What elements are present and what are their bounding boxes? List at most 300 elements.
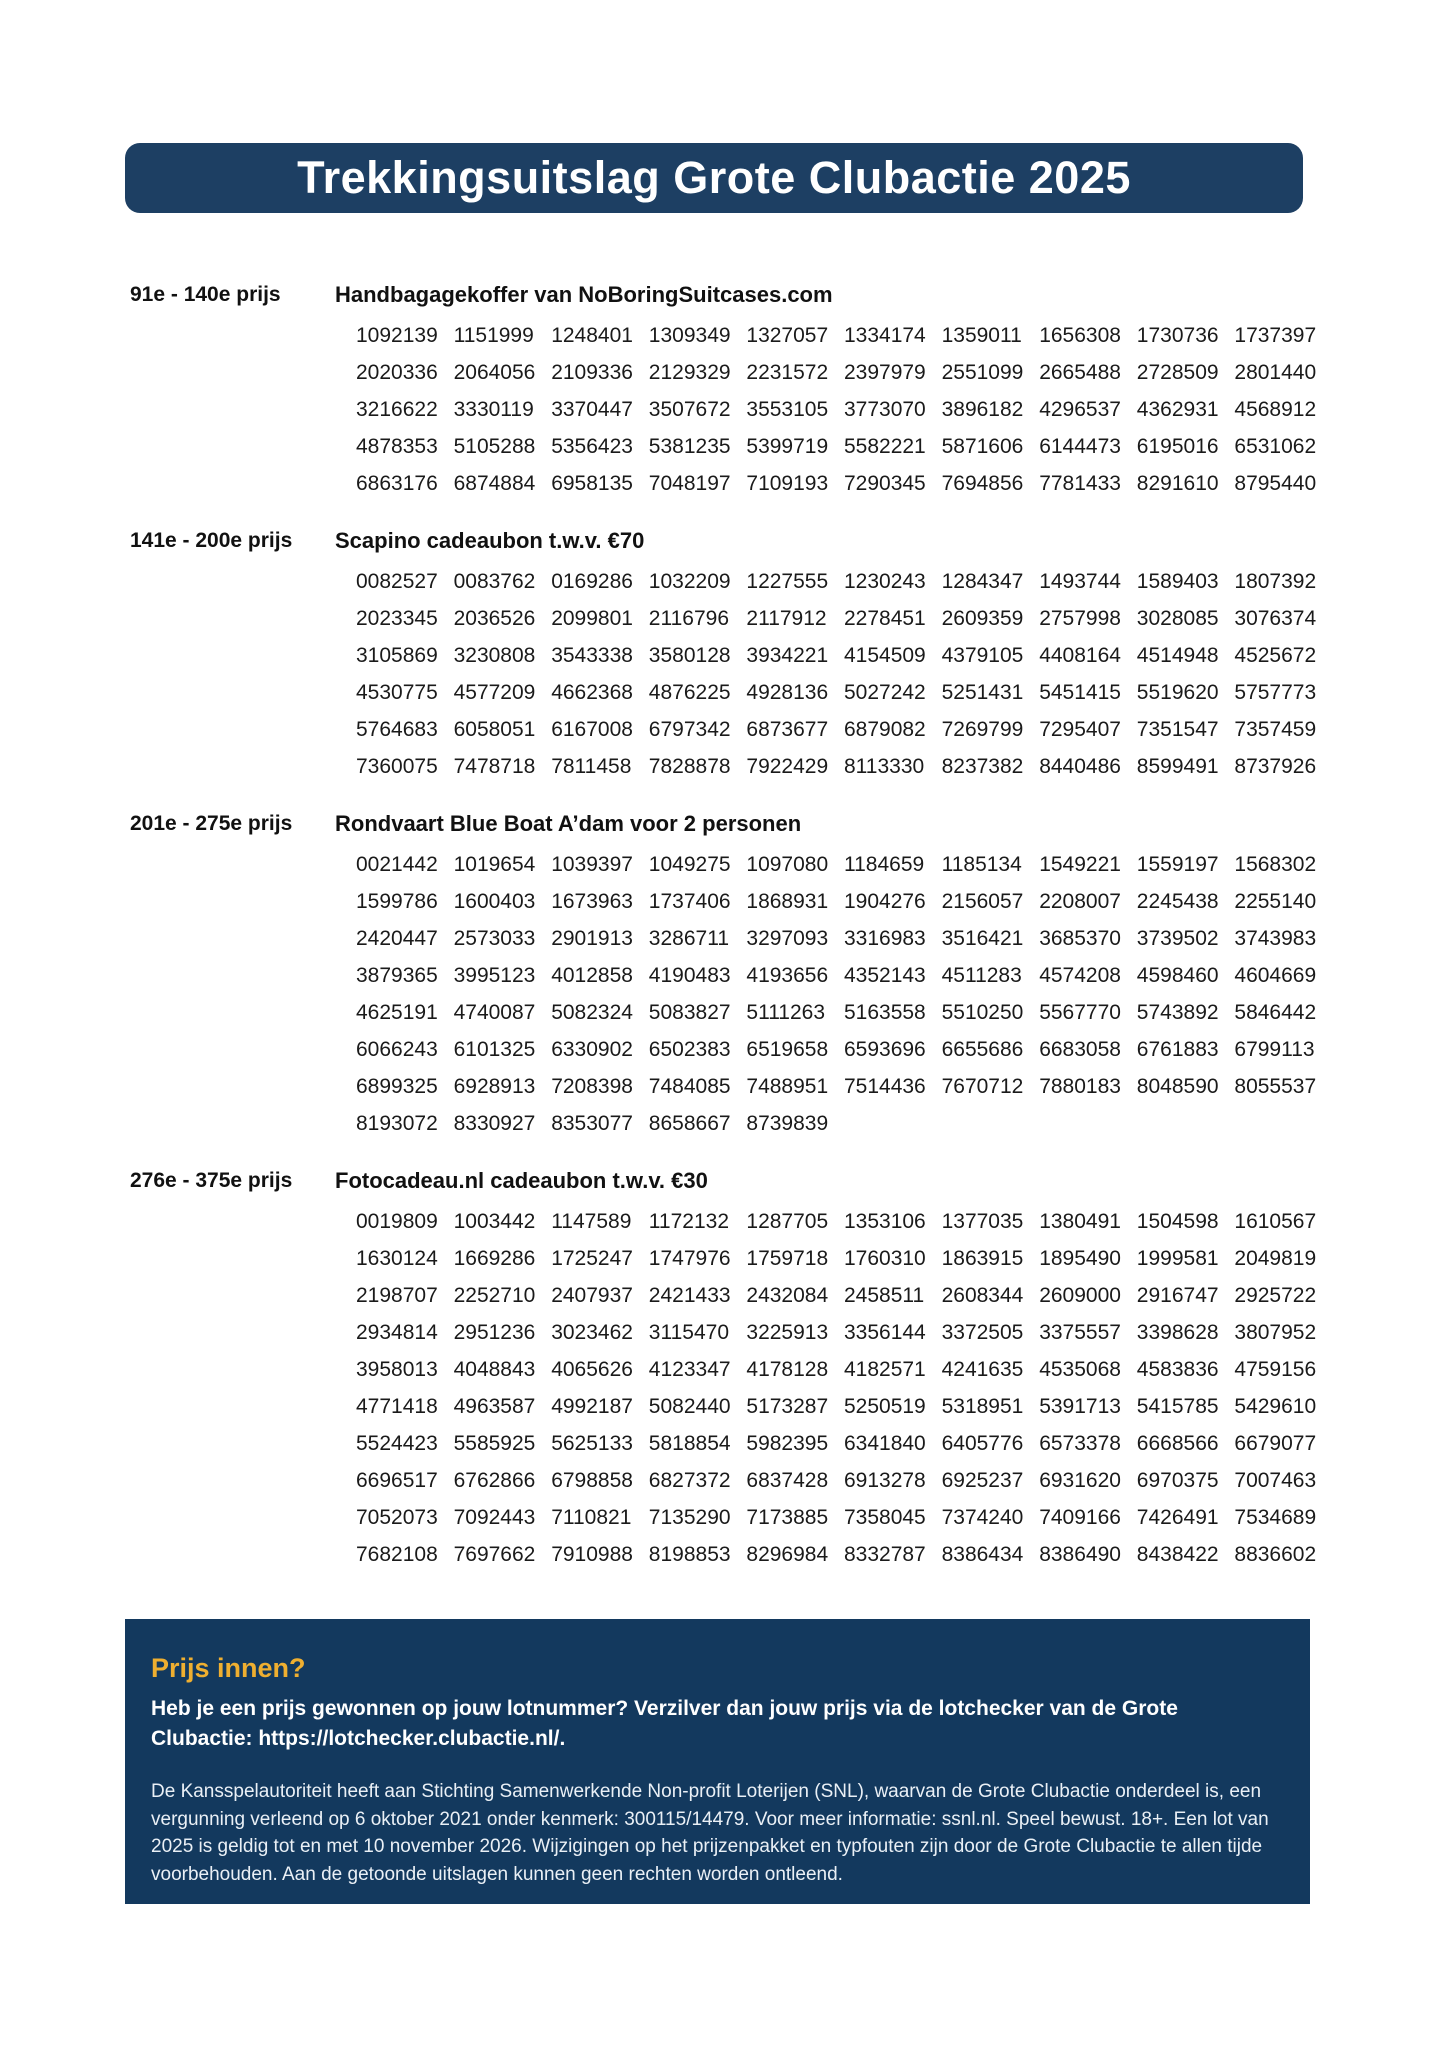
ticket-number: 3896182 [941,398,1024,421]
ticket-number: 1097080 [746,853,829,876]
prize-section [130,811,1340,1142]
ticket-number: 4928136 [746,681,829,704]
ticket-number: 4362931 [1136,398,1219,421]
ticket-number: 1589403 [1136,570,1219,593]
ticket-number: 5846442 [1234,1001,1317,1024]
ticket-number: 1504598 [1136,1210,1219,1233]
ticket-number: 1049275 [648,853,731,876]
ticket-number: 1673963 [551,890,633,913]
ticket-number: 1737397 [1234,324,1317,347]
ticket-number: 7682108 [356,1543,438,1566]
ticket-number: 5027242 [843,681,926,704]
ticket-number: 3105869 [356,644,438,667]
page-title: Trekkingsuitslag Grote Clubactie 2025 [297,152,1131,203]
ticket-number: 6827372 [648,1469,731,1492]
ticket-number: 8386434 [941,1543,1024,1566]
ticket-number: 3398628 [1136,1321,1219,1344]
prize-range-label: 141e - 200e prijs [130,529,293,552]
ticket-number: 8193072 [356,1112,438,1135]
ticket-number: 3356144 [843,1321,926,1344]
ticket-number: 2420447 [356,927,438,950]
ticket-number: 3958013 [356,1358,438,1381]
ticket-number: 6931620 [1039,1469,1121,1492]
ticket-number: 1669286 [453,1247,536,1270]
prize-range-label: 91e - 140e prijs [130,283,281,306]
claim-prize-title: Prijs innen? [151,1653,306,1683]
ticket-number: 2023345 [356,607,438,630]
ticket-number: 6696517 [356,1469,438,1492]
ticket-number: 8198853 [648,1543,731,1566]
ticket-number: 2252710 [453,1284,536,1307]
ticket-number: 6573378 [1039,1432,1121,1455]
ticket-number: 1599786 [356,890,438,913]
ticket-number: 2551099 [941,361,1024,384]
ticket-number: 0082527 [356,570,438,593]
ticket-number: 2109336 [551,361,633,384]
prize-section [130,528,1340,785]
ticket-number: 7374240 [941,1506,1024,1529]
ticket-number: 5082440 [648,1395,731,1418]
ticket-number: 8737926 [1234,755,1317,778]
ticket-number: 5524423 [356,1432,438,1455]
claim-prize-panel [125,1619,1310,1904]
ticket-number: 1003442 [453,1210,536,1233]
ticket-number: 4190483 [648,964,731,987]
ticket-number: 3115470 [648,1321,729,1344]
ticket-numbers-grid [356,1203,1332,1573]
ticket-number: 1656308 [1039,324,1121,347]
claim-prize-lead-text: Heb je een prijs gewonnen op jouw lotnummer? Verzilver dan jouw prijs via de lotchecker van de Grote Clubactie: [151,1697,1178,1750]
ticket-number: 3543338 [551,644,633,667]
ticket-number: 1287705 [746,1210,829,1233]
ticket-number: 7697662 [453,1543,536,1566]
ticket-number: 8048590 [1136,1075,1219,1098]
ticket-number: 3553105 [746,398,829,421]
ticket-number: 2020336 [356,361,438,384]
ticket-number: 8353077 [551,1112,633,1135]
ticket-number: 6762866 [453,1469,536,1492]
prize-range-label: 201e - 275e prijs [130,812,293,835]
ticket-number: 3934221 [746,644,829,667]
ticket-number: 8438422 [1136,1543,1219,1566]
ticket-number: 8440486 [1039,755,1121,778]
ticket-number: 7295407 [1039,718,1121,741]
ticket-number: 5764683 [356,718,438,741]
ticket-number: 1725247 [551,1247,633,1270]
ticket-number: 4182571 [843,1358,926,1381]
ticket-number: 1868931 [746,890,829,913]
ticket-number: 6101325 [453,1038,536,1061]
ticket-number: 5743892 [1136,1001,1219,1024]
ticket-number: 4123347 [648,1358,731,1381]
ticket-number: 6655686 [941,1038,1024,1061]
ticket-number: 6863176 [356,472,438,495]
ticket-number: 2231572 [746,361,829,384]
ticket-number: 3230808 [453,644,536,667]
ticket-number: 5585925 [453,1432,536,1455]
ticket-number: 2117912 [746,607,827,630]
ticket-number: 5510250 [941,1001,1024,1024]
ticket-number: 6144473 [1039,435,1121,458]
ticket-number: 3297093 [746,927,829,950]
prize-range-label: 276e - 375e prijs [130,1169,293,1192]
ticket-number: 3739502 [1136,927,1219,950]
ticket-number: 2397979 [843,361,926,384]
ticket-number: 3216622 [356,398,438,421]
ticket-number: 6683058 [1039,1038,1121,1061]
ticket-number: 4065626 [551,1358,633,1381]
ticket-number: 5567770 [1039,1001,1121,1024]
ticket-number: 1377035 [941,1210,1024,1233]
ticket-number: 7052073 [356,1506,438,1529]
ticket-number: 7922429 [746,755,829,778]
ticket-number: 2064056 [453,361,536,384]
ticket-number: 4598460 [1136,964,1219,987]
ticket-number: 3995123 [453,964,536,987]
ticket-number: 7269799 [941,718,1024,741]
prize-section-content [335,1168,1340,1573]
ticket-number: 1807392 [1234,570,1317,593]
ticket-number: 6066243 [356,1038,438,1061]
ticket-number: 3516421 [941,927,1024,950]
ticket-number: 2278451 [843,607,926,630]
ticket-number: 7484085 [648,1075,731,1098]
ticket-number: 7135290 [648,1506,731,1529]
ticket-number: 3807952 [1234,1321,1317,1344]
ticket-number: 6679077 [1234,1432,1317,1455]
ticket-number: 3879365 [356,964,438,987]
ticket-number: 1630124 [356,1247,438,1270]
ticket-number: 6761883 [1136,1038,1219,1061]
ticket-number: 5757773 [1234,681,1317,704]
ticket-number: 7488951 [746,1075,829,1098]
ticket-number: 6899325 [356,1075,438,1098]
ticket-number: 5318951 [941,1395,1024,1418]
claim-prize-lead-period: . [559,1727,566,1750]
ticket-number: 2573033 [453,927,536,950]
ticket-number: 4771418 [356,1395,438,1418]
ticket-number: 7109193 [746,472,829,495]
claim-prize-lead [151,1694,1236,1754]
ticket-number: 4514948 [1136,644,1219,667]
ticket-number: 1610567 [1234,1210,1317,1233]
prize-section-content [335,282,1340,502]
title-banner [125,143,1303,213]
ticket-number: 1999581 [1136,1247,1219,1270]
ticket-number: 1284347 [941,570,1024,593]
ticket-number: 7357459 [1234,718,1317,741]
ticket-number: 3685370 [1039,927,1121,950]
legal-disclaimer-text: De Kansspelautoriteit heeft aan Stichting Samenwerkende Non-profit Loterijen (SNL), waarvan de Grote Clubactie onderdeel is, een vergunning verleend op 6 oktober 2021 onder kenmerk: 300115/14479. Voor meer informatie: ssnl.nl. Speel bewust. 18+. Een lot van 2025 is geldig tot en met 10 november 2026. Wijzigingen op het prijzenpakket en typfouten zijn door de Grote Clubactie te allen tijde voorbehouden. Aan de getoonde uitslagen kunnen geen rechten worden ontleend. [151,1781,1269,1885]
ticket-number: 8237382 [941,755,1024,778]
ticket-number: 4379105 [941,644,1024,667]
ticket-number: 7208398 [551,1075,633,1098]
ticket-number: 5083827 [648,1001,731,1024]
ticket-number: 1353106 [843,1210,926,1233]
ticket-number: 1092139 [356,324,438,347]
ticket-number: 1568302 [1234,853,1317,876]
ticket-number: 4012858 [551,964,633,987]
ticket-number: 5251431 [941,681,1024,704]
ticket-number: 7910988 [551,1543,633,1566]
ticket-number: 2407937 [551,1284,633,1307]
ticket-number: 6879082 [843,718,926,741]
ticket-number: 1185134 [941,853,1022,876]
ticket-number: 5163558 [843,1001,926,1024]
ticket-number: 3372505 [941,1321,1024,1344]
ticket-number: 7360075 [356,755,438,778]
ticket-number: 2458511 [843,1284,925,1307]
ticket-number: 6167008 [551,718,633,741]
ticket-number: 1039397 [551,853,633,876]
ticket-number: 8291610 [1136,472,1219,495]
ticket-number: 8836602 [1234,1543,1317,1566]
ticket-number: 3375557 [1039,1321,1121,1344]
ticket-number: 1227555 [746,570,829,593]
ticket-numbers-grid [356,317,1332,502]
ticket-number: 5982395 [746,1432,829,1455]
ticket-number: 6593696 [843,1038,926,1061]
ticket-number: 4296537 [1039,398,1121,421]
ticket-number: 3370447 [551,398,633,421]
ticket-number: 4048843 [453,1358,536,1381]
ticket-number: 1309349 [648,324,731,347]
ticket-number: 3316983 [843,927,926,950]
ticket-number: 6531062 [1234,435,1317,458]
ticket-number: 0021442 [356,853,438,876]
ticket-number: 4530775 [356,681,438,704]
ticket-number: 6874884 [453,472,536,495]
ticket-number: 4963587 [453,1395,536,1418]
lotchecker-url[interactable]: https://lotchecker.clubactie.nl/ [258,1727,560,1750]
ticket-number: 6913278 [843,1469,926,1492]
ticket-number: 5415785 [1136,1395,1219,1418]
ticket-number: 6330902 [551,1038,633,1061]
ticket-number: 2421433 [648,1284,731,1307]
ticket-number: 1863915 [941,1247,1024,1270]
ticket-number: 2049819 [1234,1247,1317,1270]
ticket-number: 6519658 [746,1038,829,1061]
ticket-number: 6668566 [1136,1432,1219,1455]
ticket-number: 7694856 [941,472,1024,495]
results-list [130,282,1340,1599]
ticket-number: 6798858 [551,1469,633,1492]
ticket-number: 7670712 [941,1075,1024,1098]
prize-title: Handbagagekoffer van NoBoringSuitcases.com [335,282,833,307]
ticket-number: 1904276 [843,890,926,913]
ticket-number: 4568912 [1234,398,1317,421]
ticket-number: 1747976 [648,1247,731,1270]
ticket-number: 1549221 [1039,853,1121,876]
ticket-number: 3023462 [551,1321,633,1344]
ticket-number: 3743983 [1234,927,1317,950]
ticket-number: 2934814 [356,1321,438,1344]
ticket-number: 2156057 [941,890,1024,913]
ticket-number: 1184659 [843,853,925,876]
ticket-number: 3580128 [648,644,731,667]
ticket-number: 2728509 [1136,361,1219,384]
prize-section-content [335,811,1340,1142]
ticket-number: 5399719 [746,435,829,458]
ticket-number: 4574208 [1039,964,1121,987]
ticket-number: 2951236 [453,1321,536,1344]
ticket-number: 7781433 [1039,472,1121,495]
ticket-number: 2129329 [648,361,731,384]
ticket-number: 2099801 [551,607,633,630]
ticket-number: 7828878 [648,755,731,778]
ticket-number: 6502383 [648,1038,731,1061]
ticket-number: 7811458 [551,755,632,778]
ticket-number: 2609359 [941,607,1024,630]
ticket-number: 0019809 [356,1210,438,1233]
ticket-number: 1327057 [746,324,829,347]
ticket-number: 4876225 [648,681,731,704]
ticket-number: 8055537 [1234,1075,1317,1098]
prize-title: Rondvaart Blue Boat A’dam voor 2 personen [335,811,802,836]
ticket-number: 5250519 [843,1395,926,1418]
ticket-number: 2665488 [1039,361,1121,384]
ticket-number: 1493744 [1039,570,1121,593]
ticket-number: 6970375 [1136,1469,1219,1492]
ticket-number: 8113330 [843,755,925,778]
ticket-number: 4535068 [1039,1358,1121,1381]
ticket-number: 7409166 [1039,1506,1121,1529]
ticket-number: 4511283 [941,964,1022,987]
ticket-number: 4241635 [941,1358,1024,1381]
ticket-number: 6058051 [453,718,536,741]
ticket-number: 4583836 [1136,1358,1219,1381]
ticket-number: 7534689 [1234,1506,1317,1529]
ticket-number: 3028085 [1136,607,1219,630]
ticket-number: 8599491 [1136,755,1219,778]
ticket-number: 6925237 [941,1469,1024,1492]
ticket-number: 1760310 [843,1247,926,1270]
ticket-number: 1359011 [941,324,1022,347]
prize-section [130,282,1340,502]
ticket-number: 1380491 [1039,1210,1121,1233]
ticket-number: 1230243 [843,570,926,593]
ticket-number: 7478718 [453,755,536,778]
ticket-number: 2116796 [648,607,729,630]
ticket-number: 8795440 [1234,472,1317,495]
ticket-number: 5519620 [1136,681,1219,704]
ticket-number: 4178128 [746,1358,829,1381]
ticket-number: 5625133 [551,1432,633,1455]
ticket-number: 6195016 [1136,435,1219,458]
ticket-number: 4662368 [551,681,633,704]
ticket-number: 8330927 [453,1112,536,1135]
ticket-number: 2925722 [1234,1284,1317,1307]
ticket-number: 2757998 [1039,607,1121,630]
ticket-number: 7110821 [551,1506,632,1529]
ticket-number: 4352143 [843,964,926,987]
ticket-number: 3286711 [648,927,729,950]
ticket-number: 5381235 [648,435,731,458]
ticket-numbers-grid [356,846,1332,1142]
ticket-number: 2608344 [941,1284,1024,1307]
ticket-number: 6341840 [843,1432,926,1455]
ticket-number: 6928913 [453,1075,536,1098]
ticket-number: 5105288 [453,435,536,458]
ticket-number: 1759718 [746,1247,829,1270]
ticket-number: 3225913 [746,1321,829,1344]
ticket-number: 7048197 [648,472,731,495]
ticket-number: 0083762 [453,570,536,593]
ticket-number: 7007463 [1234,1469,1317,1492]
ticket-number: 4992187 [551,1395,633,1418]
ticket-number: 6799113 [1234,1038,1315,1061]
ticket-number: 1151999 [453,324,534,347]
ticket-number: 5082324 [551,1001,633,1024]
ticket-number: 8658667 [648,1112,731,1135]
ticket-number: 1032209 [648,570,731,593]
ticket-number: 2208007 [1039,890,1121,913]
ticket-number: 2801440 [1234,361,1317,384]
ticket-number: 7092443 [453,1506,536,1529]
ticket-number: 5871606 [941,435,1024,458]
ticket-number: 1895490 [1039,1247,1121,1270]
ticket-number: 6797342 [648,718,731,741]
ticket-number: 7514436 [843,1075,926,1098]
ticket-number: 7351547 [1136,718,1219,741]
ticket-number: 3076374 [1234,607,1317,630]
ticket-number: 7290345 [843,472,926,495]
ticket-number: 5451415 [1039,681,1121,704]
ticket-number: 7426491 [1136,1506,1219,1529]
ticket-number: 3507672 [648,398,731,421]
ticket-number: 5173287 [746,1395,829,1418]
ticket-number: 1147589 [551,1210,632,1233]
ticket-number: 2609000 [1039,1284,1121,1307]
ticket-number: 8386490 [1039,1543,1121,1566]
prize-title: Scapino cadeaubon t.w.v. €70 [335,528,645,553]
ticket-number: 1019654 [453,853,536,876]
ticket-number: 6837428 [746,1469,829,1492]
ticket-number: 4604669 [1234,964,1317,987]
ticket-number: 4408164 [1039,644,1121,667]
ticket-number: 1730736 [1136,324,1219,347]
ticket-number: 1737406 [648,890,731,913]
ticket-number: 2901913 [551,927,633,950]
ticket-number: 6958135 [551,472,633,495]
ticket-number: 8296984 [746,1543,829,1566]
ticket-number: 3773070 [843,398,926,421]
ticket-number: 8332787 [843,1543,926,1566]
ticket-number: 1172132 [648,1210,729,1233]
ticket-number: 4759156 [1234,1358,1317,1381]
ticket-number: 1334174 [843,324,926,347]
ticket-number: 2255140 [1234,890,1317,913]
ticket-number: 0169286 [551,570,633,593]
ticket-numbers-grid [356,563,1332,785]
ticket-number: 3330119 [453,398,534,421]
ticket-number: 2916747 [1136,1284,1219,1307]
ticket-number: 5582221 [843,435,926,458]
ticket-number: 4878353 [356,435,438,458]
ticket-number: 5391713 [1039,1395,1121,1418]
ticket-number: 7358045 [843,1506,926,1529]
ticket-number: 5111263 [746,1001,826,1024]
ticket-number: 2245438 [1136,890,1219,913]
ticket-number: 7173885 [746,1506,829,1529]
ticket-number: 2432084 [746,1284,829,1307]
prize-title: Fotocadeau.nl cadeaubon t.w.v. €30 [335,1168,708,1193]
ticket-number: 4577209 [453,681,536,704]
ticket-number: 2036526 [453,607,536,630]
ticket-number: 1559197 [1136,853,1219,876]
ticket-number: 8739839 [746,1112,829,1135]
prize-section-content [335,528,1340,785]
